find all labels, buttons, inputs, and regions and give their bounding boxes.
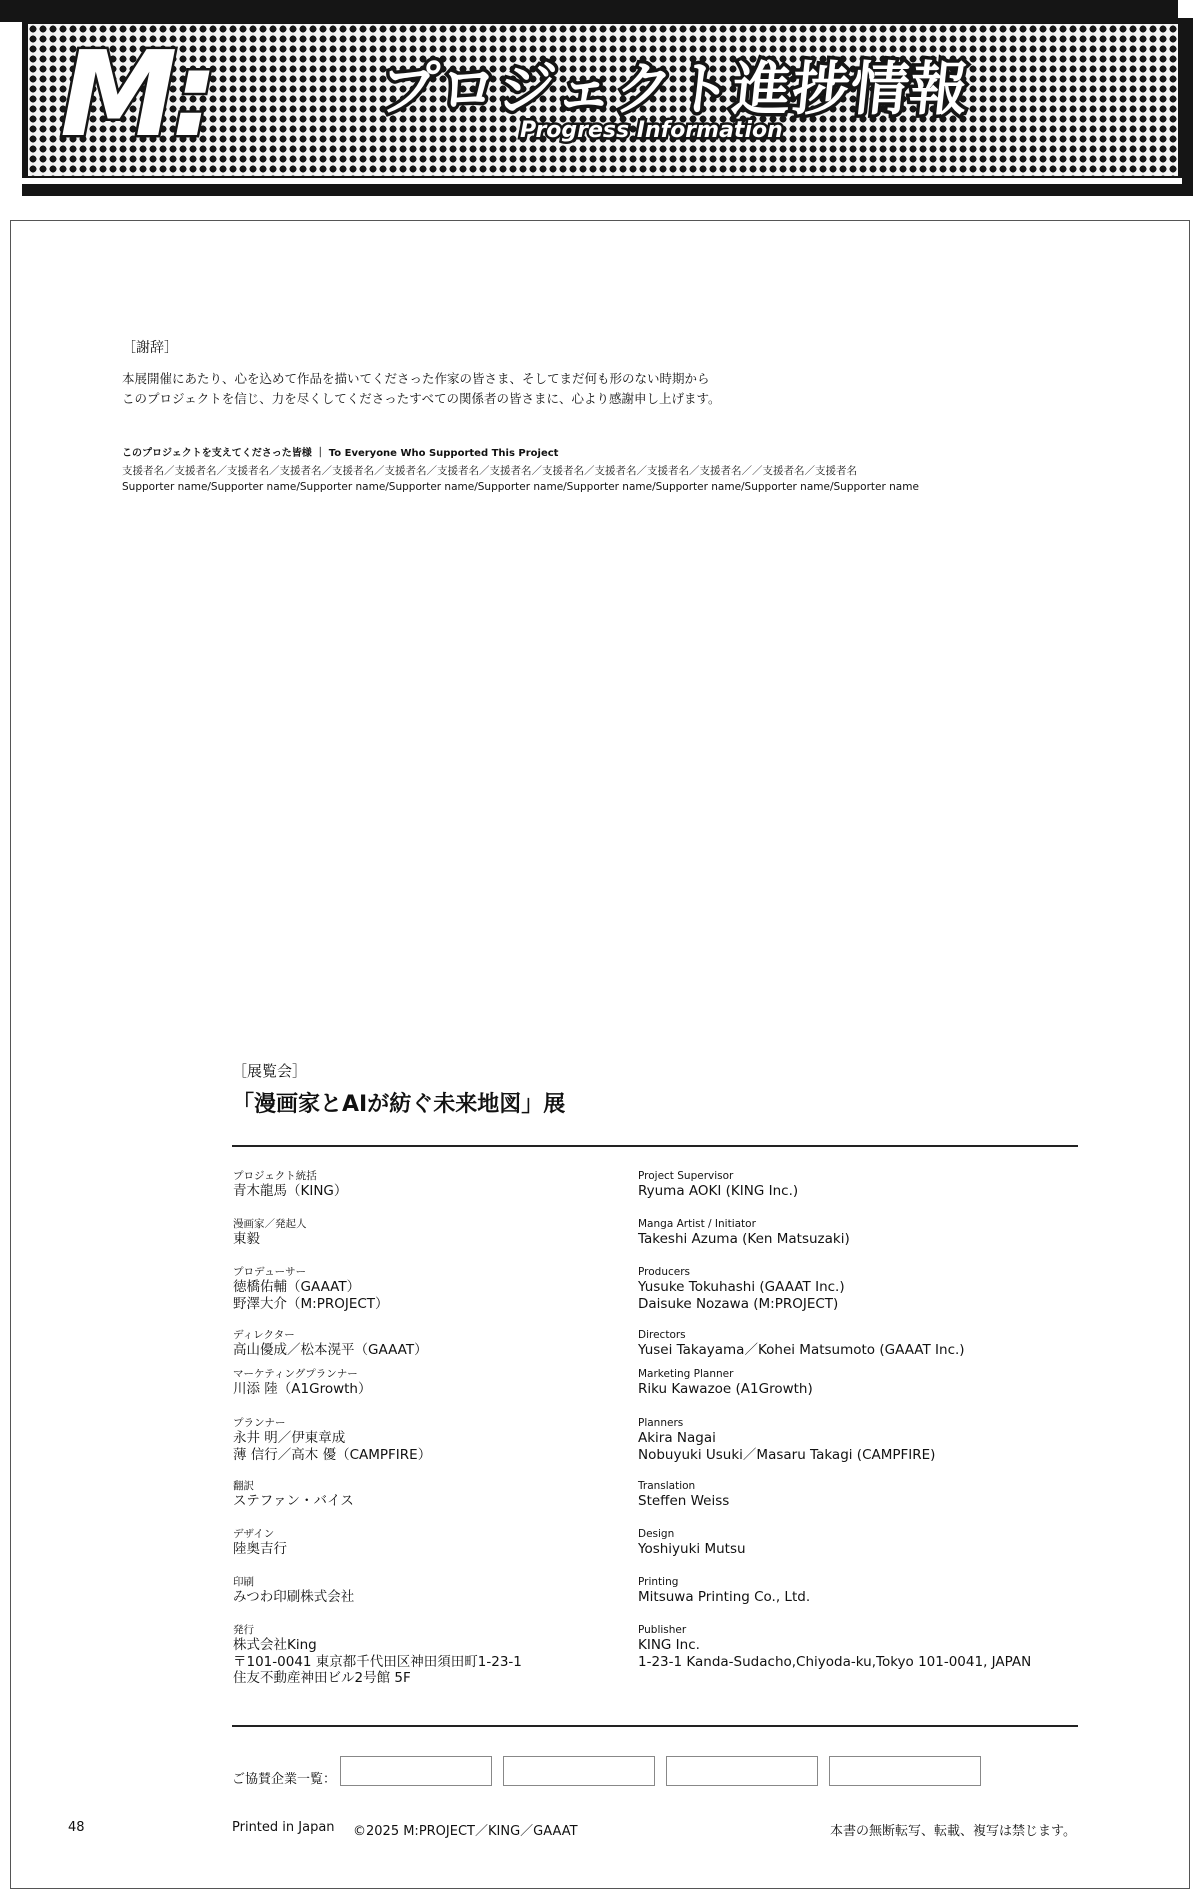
- credit-en-column: [638, 1576, 1078, 1606]
- credit-role-en: Manga Artist / Initiator: [638, 1218, 756, 1230]
- credit-jp-column: [233, 1170, 633, 1200]
- credit-jp-column: [233, 1368, 633, 1398]
- credit-role-en: Design: [638, 1528, 675, 1540]
- credit-name-en: Mitsuwa Printing Co., Ltd.: [638, 1589, 811, 1605]
- logo-text: M:: [60, 25, 213, 163]
- banner-divider: [22, 178, 1182, 184]
- copyright: ©2025 M:PROJECT／KING／GAAAT: [353, 1824, 578, 1839]
- acknowledgments-line: 本展開催にあたり、心を込めて作品を描いてくださった作家の皆さま、そしてまだ何も形のない時期から: [122, 371, 710, 386]
- credit-name-en: Yusei Takayama／Kohei Matsumoto (GAAAT Inc.): [638, 1342, 965, 1358]
- supporters-heading: このプロジェクトを支えてくださった皆様 ｜ To Everyone Who Supported This Project: [122, 448, 559, 459]
- banner-title: プロジェクト進捗情報: [376, 55, 973, 123]
- credit-en-column: [638, 1480, 1078, 1510]
- credit-role-en: Project Supervisor: [638, 1170, 734, 1182]
- page-number: 48: [68, 1820, 85, 1835]
- credit-name-en: Yusuke Tokuhashi (GAAAT Inc.): [638, 1279, 845, 1295]
- credit-jp-column: [233, 1576, 633, 1606]
- supporters-jp-list: 支援者名／支援者名／支援者名／支援者名／支援者名／支援者名／支援者名／支援者名／支援者名／支援者名／支援者名／支援者名／／支援者名／支援者名: [122, 464, 857, 477]
- divider-top: [232, 1145, 1078, 1147]
- credit-en-column: [638, 1368, 1078, 1398]
- credit-en-column: [638, 1170, 1078, 1200]
- credit-en-column: [638, 1417, 1078, 1463]
- credit-name-en: 1-23-1 Kanda-Sudacho,Chiyoda-ku,Tokyo 101-0041, JAPAN: [638, 1653, 1032, 1670]
- acknowledgments: [122, 337, 1022, 409]
- credit-name-en: Steffen Weiss: [638, 1493, 730, 1509]
- credit-role-jp: プランナー: [233, 1417, 286, 1429]
- credit-role-en: Directors: [638, 1329, 686, 1341]
- sponsor-logo-slot: [666, 1756, 818, 1786]
- credit-en-column: [638, 1528, 1078, 1558]
- credit-name-jp: 住友不動産神田ビル2号館 5F: [233, 1670, 411, 1686]
- credit-name-en: Yoshiyuki Mutsu: [638, 1541, 746, 1557]
- credit-name-jp: 株式会社King: [233, 1637, 317, 1653]
- credit-jp-column: [233, 1218, 633, 1248]
- sponsor-logo-slot: [340, 1756, 492, 1786]
- credit-name-jp: 薄 信行／高木 優（CAMPFIRE）: [233, 1446, 432, 1463]
- credit-name-en: KING Inc.: [638, 1637, 700, 1653]
- credit-role-en: Producers: [638, 1266, 690, 1278]
- credit-name-jp: 東毅: [233, 1231, 260, 1247]
- credit-role-en: Marketing Planner: [638, 1368, 734, 1380]
- credit-name-jp: 〒101-0041 東京都千代田区神田須田町1-23-1: [233, 1653, 522, 1670]
- header-banner: [0, 0, 1178, 195]
- sponsor-logo-slot: [829, 1756, 981, 1786]
- credit-name-en: Nobuyuki Usuki／Masaru Takagi (CAMPFIRE): [638, 1446, 936, 1463]
- credit-jp-column: [233, 1329, 633, 1359]
- rights-notice: 本書の無断転写、転載、複写は禁じます。: [830, 1824, 1076, 1839]
- credit-jp-column: [233, 1266, 633, 1312]
- credit-jp-column: [233, 1528, 633, 1558]
- acknowledgments-body: [122, 369, 1022, 409]
- credit-role-en: Translation: [638, 1480, 696, 1492]
- credit-jp-column: [233, 1480, 633, 1510]
- credit-name-en: Riku Kawazoe (A1Growth): [638, 1381, 813, 1397]
- credit-jp-column: [233, 1417, 633, 1463]
- credit-name-en: Ryuma AOKI (KING Inc.): [638, 1183, 799, 1199]
- credit-role-jp: プロジェクト統括: [233, 1170, 317, 1182]
- credit-role-jp: マーケティングプランナー: [233, 1368, 358, 1380]
- sponsor-logo-slot: [503, 1756, 655, 1786]
- banner-subtitle: Progress Information: [520, 118, 783, 143]
- credit-name-jp: 永井 明／伊東章成: [233, 1430, 346, 1446]
- acknowledgments-heading: ［謝辞］: [122, 340, 178, 356]
- divider-bottom: [232, 1725, 1078, 1727]
- credit-role-jp: プロデューサー: [233, 1266, 307, 1278]
- credit-role-jp: 発行: [233, 1624, 254, 1636]
- credit-name-en: Takeshi Azuma (Ken Matsuzaki): [638, 1231, 850, 1247]
- credit-role-jp: デザイン: [233, 1528, 275, 1540]
- credit-role-jp: ディレクター: [233, 1329, 295, 1341]
- credit-name-jp: ステファン・バイス: [233, 1493, 354, 1509]
- credit-en-column: [638, 1266, 1078, 1312]
- credit-en-column: [638, 1329, 1078, 1359]
- exhibition-block: [232, 1060, 1078, 1118]
- sponsors-label: ご協賛企業一覧：: [232, 1772, 337, 1787]
- credit-role-en: Publisher: [638, 1624, 687, 1636]
- credit-role-jp: 漫画家／発起人: [233, 1218, 307, 1230]
- printed-in: Printed in Japan: [232, 1820, 335, 1835]
- exhibition-tag: ［展覧会］: [232, 1062, 308, 1080]
- supporters-en-list: Supporter name/Supporter name/Supporter name/Supporter name/Supporter name/Supporter name/Supporter name/Supporter name/Supporter name: [122, 481, 919, 493]
- credit-role-en: Printing: [638, 1576, 679, 1588]
- credit-name-jp: 青木龍馬（KING）: [233, 1183, 348, 1199]
- exhibition-title: 「漫画家とAIが紡ぐ未来地図」展: [232, 1092, 566, 1117]
- credit-name-jp: 陸奥吉行: [233, 1541, 287, 1557]
- credit-name-jp: 高山優成／松本滉平（GAAAT）: [233, 1342, 428, 1358]
- supporters-section: [122, 446, 1082, 496]
- credit-name-en: Daisuke Nozawa (M:PROJECT): [638, 1295, 839, 1312]
- acknowledgments-line: このプロジェクトを信じ、力を尽くしてくださったすべての関係者の皆さまに、心より感謝申し上げます。: [122, 391, 721, 406]
- m-project-logo: [60, 25, 250, 163]
- credit-role-en: Planners: [638, 1417, 684, 1429]
- credit-name-jp: 野澤大介（M:PROJECT）: [233, 1295, 389, 1312]
- credit-role-jp: 翻訳: [233, 1480, 254, 1492]
- credit-en-column: [638, 1624, 1078, 1670]
- credit-role-jp: 印刷: [233, 1576, 254, 1588]
- credit-en-column: [638, 1218, 1078, 1248]
- credit-name-en: Akira Nagai: [638, 1430, 716, 1446]
- credit-name-jp: 徳橋佑輔（GAAAT）: [233, 1279, 361, 1295]
- credit-name-jp: 川添 陸（A1Growth）: [233, 1381, 372, 1397]
- credit-jp-column: [233, 1624, 633, 1687]
- credit-name-jp: みつわ印刷株式会社: [233, 1589, 355, 1605]
